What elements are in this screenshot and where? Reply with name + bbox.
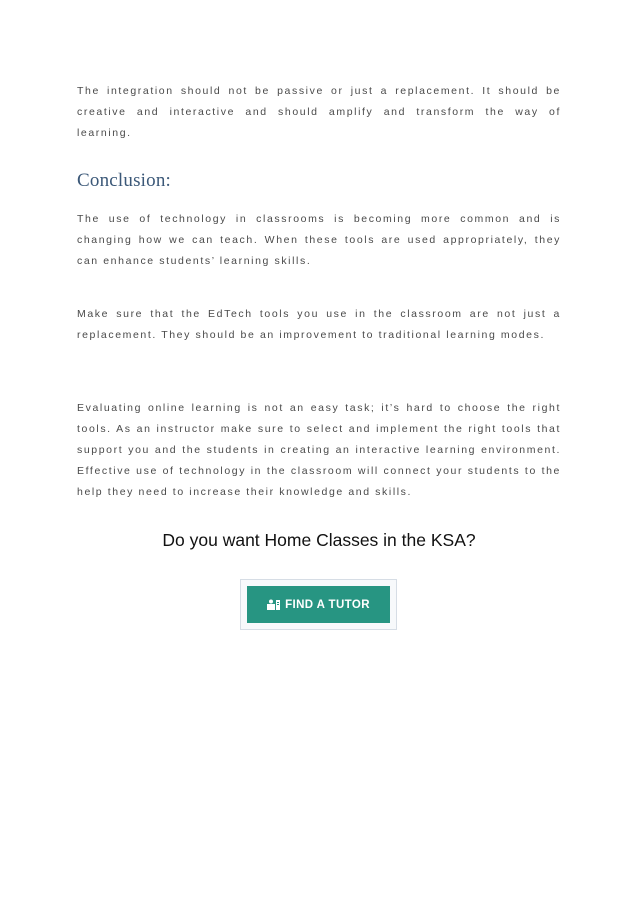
conclusion-paragraph-2: Make sure that the EdTech tools you use in the classroom are not just a replacement. They should be an improvement to traditional learning modes. [77,308,561,341]
intro-paragraph: The integration should not be passive or just a replacement. It should be creative and interactive and should amplify and transform the way of learning. [77,85,561,139]
tutor-icon [267,599,280,611]
find-tutor-label: FIND A TUTOR [285,598,370,611]
conclusion-heading: Conclusion: [77,170,172,191]
conclusion-paragraph-1: The use of technology in classrooms is becoming more common and is changing how we can teach. When these tools are used appropriately, they can enhance students’ learning skills. [77,213,561,267]
conclusion-paragraph-3: Evaluating online learning is not an easy task; it’s hard to choose the right tools. As an instructor make sure to select and implement the right tools that support you and the students in creating an interactive learning environment. Effective use of technology in the classroom will connect your students to the help they need to increase their knowledge and skills. [77,402,561,498]
find-tutor-banner [240,579,397,630]
home-classes-question: Do you want Home Classes in the KSA? [162,530,476,550]
find-tutor-button[interactable] [247,586,390,623]
